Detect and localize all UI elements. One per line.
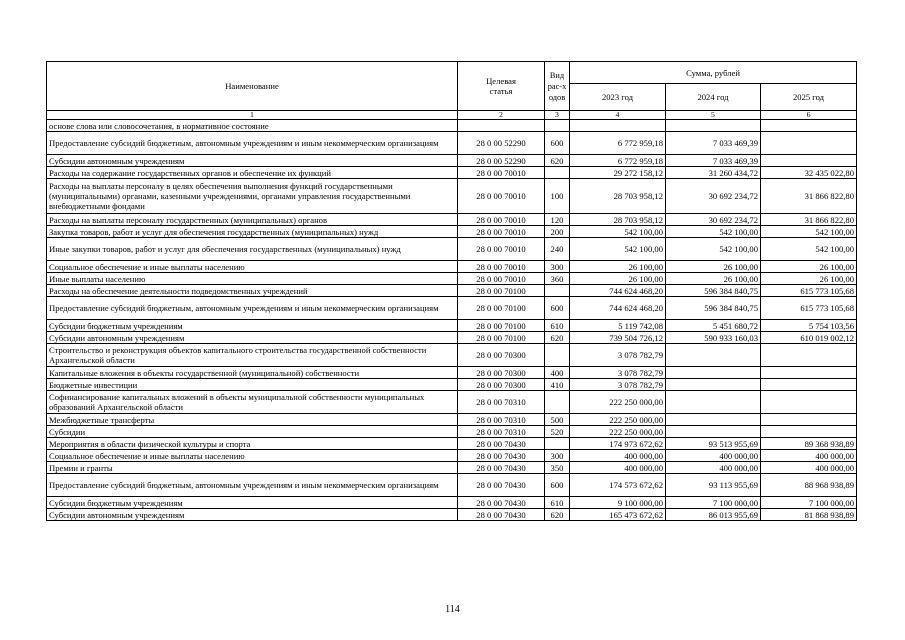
cell-2025: 615 773 105,68	[761, 285, 857, 297]
cell-2025	[761, 367, 857, 379]
cell-2025	[761, 426, 857, 438]
cell-kind: 100	[545, 179, 570, 214]
cell-2024: 400 000,00	[666, 450, 761, 462]
cell-2023: 222 250 000,00	[570, 391, 666, 414]
cell-2023: 3 078 782,79	[570, 367, 666, 379]
table-row	[47, 474, 857, 497]
cell-2025: 400 000,00	[761, 462, 857, 474]
table-row	[47, 214, 857, 226]
cell-2024: 590 933 160,03	[666, 332, 761, 344]
cell-2023: 5 119 742,08	[570, 320, 666, 332]
cell-2023: 542 100,00	[570, 226, 666, 238]
cell-name: Субсидии автономным учреждениям	[47, 509, 458, 521]
cell-name: Социальное обеспечение и иные выплаты населению	[47, 261, 458, 273]
cell-kind: 500	[545, 414, 570, 426]
header-2023: 2023 год	[570, 84, 666, 111]
cell-kind: 120	[545, 214, 570, 226]
cell-target: 28 0 00 70010	[458, 167, 545, 179]
cell-target: 28 0 00 70430	[458, 474, 545, 497]
cell-2025: 81 868 938,89	[761, 509, 857, 521]
cell-2024	[666, 391, 761, 414]
table-row	[47, 426, 857, 438]
cell-2024: 7 033 469,39	[666, 155, 761, 167]
cell-2024	[666, 367, 761, 379]
cell-2024: 93 513 955,69	[666, 438, 761, 450]
table-row	[47, 367, 857, 379]
cell-2025: 88 968 938,89	[761, 474, 857, 497]
cell-2024: 542 100,00	[666, 238, 761, 261]
cell-kind: 350	[545, 462, 570, 474]
cell-2023: 744 624 468,20	[570, 285, 666, 297]
cell-2025	[761, 132, 857, 155]
cell-2023: 29 272 158,12	[570, 167, 666, 179]
cell-2023: 3 078 782,79	[570, 379, 666, 391]
cell-2023: 6 772 959,18	[570, 155, 666, 167]
cell-target: 28 0 00 70430	[458, 438, 545, 450]
cell-kind: 300	[545, 450, 570, 462]
cell-2025: 615 773 105,68	[761, 297, 857, 320]
table-row	[47, 509, 857, 521]
cell-2023: 744 624 468,20	[570, 297, 666, 320]
cell-2024	[666, 426, 761, 438]
cell-2023: 174 573 672,62	[570, 474, 666, 497]
cell-target: 28 0 00 70010	[458, 238, 545, 261]
cell-target: 28 0 00 70310	[458, 391, 545, 414]
cell-kind: 600	[545, 297, 570, 320]
cell-name: Расходы на выплаты персоналу в целях обеспечения выполнения функций государственными (муниципальными) органами, казенными учреждениями, органами управления государственными внебюджетными фондами	[47, 179, 458, 214]
cell-target: 28 0 00 52290	[458, 155, 545, 167]
cell-target: 28 0 00 70430	[458, 509, 545, 521]
cell-kind: 400	[545, 367, 570, 379]
table-row	[47, 167, 857, 179]
header-kind: Вид рас-ходов	[545, 62, 570, 111]
table-row	[47, 438, 857, 450]
cell-name: Предоставление субсидий бюджетным, автономным учреждениям и иным некоммерческим организациям	[47, 297, 458, 320]
cell-kind: 360	[545, 273, 570, 285]
cell-2023: 26 100,00	[570, 273, 666, 285]
table-row	[47, 226, 857, 238]
cell-2023: 222 250 000,00	[570, 414, 666, 426]
cell-2024	[666, 120, 761, 132]
budget-table	[46, 61, 857, 521]
cell-target: 28 0 00 52290	[458, 132, 545, 155]
table-row	[47, 179, 857, 214]
cell-target: 28 0 00 70100	[458, 320, 545, 332]
cell-2024: 5 451 680,72	[666, 320, 761, 332]
cell-target: 28 0 00 70300	[458, 379, 545, 391]
cell-2025: 542 100,00	[761, 238, 857, 261]
cell-2024	[666, 344, 761, 367]
cell-kind	[545, 391, 570, 414]
cell-kind: 610	[545, 497, 570, 509]
cell-name: Мероприятия в области физической культуры и спорта	[47, 438, 458, 450]
cell-target: 28 0 00 70310	[458, 414, 545, 426]
cell-2024: 596 384 840,75	[666, 285, 761, 297]
column-number: 3	[545, 111, 570, 120]
cell-2024: 31 260 434,72	[666, 167, 761, 179]
cell-name: Предоставление субсидий бюджетным, автономным учреждениям и иным некоммерческим организациям	[47, 474, 458, 497]
cell-name: Премии и гранты	[47, 462, 458, 474]
cell-kind: 620	[545, 332, 570, 344]
cell-target: 28 0 00 70100	[458, 297, 545, 320]
cell-2025: 26 100,00	[761, 261, 857, 273]
cell-kind: 200	[545, 226, 570, 238]
cell-2024: 86 013 955,69	[666, 509, 761, 521]
column-number: 4	[570, 111, 666, 120]
cell-name: Субсидии бюджетным учреждениям	[47, 497, 458, 509]
cell-2023: 6 772 959,18	[570, 132, 666, 155]
cell-2023: 28 703 958,12	[570, 214, 666, 226]
cell-2024	[666, 414, 761, 426]
table-row	[47, 450, 857, 462]
cell-kind: 300	[545, 261, 570, 273]
column-number: 1	[47, 111, 458, 120]
cell-2024: 596 384 840,75	[666, 297, 761, 320]
cell-kind: 240	[545, 238, 570, 261]
cell-target: 28 0 00 70300	[458, 367, 545, 379]
cell-target: 28 0 00 70010	[458, 214, 545, 226]
cell-2023: 3 078 782,79	[570, 344, 666, 367]
cell-name: Строительство и реконструкция объектов капитального строительства государственной собственности Архангельской области	[47, 344, 458, 367]
cell-name: Расходы на обеспечение деятельности подведомственных учреждений	[47, 285, 458, 297]
table-row	[47, 320, 857, 332]
header-sum: Сумма, рублей	[570, 62, 857, 84]
cell-2024: 93 113 955,69	[666, 474, 761, 497]
table-row	[47, 261, 857, 273]
cell-target: 28 0 00 70310	[458, 426, 545, 438]
table-row	[47, 120, 857, 132]
cell-name: Закупка товаров, работ и услуг для обеспечения государственных (муниципальных) нужд	[47, 226, 458, 238]
table-row	[47, 332, 857, 344]
cell-name: Субсидии автономным учреждениям	[47, 155, 458, 167]
cell-2023: 9 100 000,00	[570, 497, 666, 509]
cell-target	[458, 120, 545, 132]
cell-2024	[666, 379, 761, 391]
cell-target: 28 0 00 70430	[458, 450, 545, 462]
cell-name: Бюджетные инвестиции	[47, 379, 458, 391]
cell-2023: 400 000,00	[570, 450, 666, 462]
cell-2023: 174 973 672,62	[570, 438, 666, 450]
cell-2024: 400 000,00	[666, 462, 761, 474]
header-target: Целевая статья	[458, 62, 545, 111]
column-number: 6	[761, 111, 857, 120]
cell-2023: 400 000,00	[570, 462, 666, 474]
cell-kind: 620	[545, 155, 570, 167]
cell-name: Субсидии	[47, 426, 458, 438]
cell-2024: 26 100,00	[666, 273, 761, 285]
table-row	[47, 285, 857, 297]
cell-name: Капитальные вложения в объекты государственной (муниципальной) собственности	[47, 367, 458, 379]
cell-2023: 26 100,00	[570, 261, 666, 273]
cell-2024: 7 100 000,00	[666, 497, 761, 509]
cell-name: Иные закупки товаров, работ и услуг для обеспечения государственных (муниципальных) нужд	[47, 238, 458, 261]
cell-target: 28 0 00 70010	[458, 226, 545, 238]
cell-2025: 32 435 022,80	[761, 167, 857, 179]
table-row	[47, 462, 857, 474]
cell-2023: 739 504 726,12	[570, 332, 666, 344]
table-row	[47, 297, 857, 320]
cell-kind: 610	[545, 320, 570, 332]
cell-2025: 400 000,00	[761, 450, 857, 462]
cell-name: Социальное обеспечение и иные выплаты населению	[47, 450, 458, 462]
cell-2025: 26 100,00	[761, 273, 857, 285]
table-row	[47, 344, 857, 367]
budget-table-page	[46, 61, 856, 521]
cell-2023: 28 703 958,12	[570, 179, 666, 214]
cell-kind	[545, 167, 570, 179]
cell-2025: 89 368 938,89	[761, 438, 857, 450]
cell-2025: 31 866 822,80	[761, 214, 857, 226]
column-number: 5	[666, 111, 761, 120]
table-row	[47, 273, 857, 285]
cell-2025	[761, 120, 857, 132]
cell-target: 28 0 00 70100	[458, 285, 545, 297]
cell-2025: 5 754 103,56	[761, 320, 857, 332]
table-row	[47, 132, 857, 155]
header-2024: 2024 год	[666, 84, 761, 111]
cell-2025	[761, 391, 857, 414]
cell-target: 28 0 00 70010	[458, 273, 545, 285]
cell-target: 28 0 00 70430	[458, 462, 545, 474]
cell-2024: 26 100,00	[666, 261, 761, 273]
cell-kind: 600	[545, 474, 570, 497]
cell-target: 28 0 00 70300	[458, 344, 545, 367]
cell-kind: 620	[545, 509, 570, 521]
cell-2024: 542 100,00	[666, 226, 761, 238]
cell-name: Предоставление субсидий бюджетным, автономным учреждениям и иным некоммерческим организациям	[47, 132, 458, 155]
cell-2025: 542 100,00	[761, 226, 857, 238]
cell-2023	[570, 120, 666, 132]
cell-kind	[545, 285, 570, 297]
cell-name: Расходы на выплаты персоналу государственных (муниципальных) органов	[47, 214, 458, 226]
cell-2025	[761, 155, 857, 167]
cell-2025: 7 100 000,00	[761, 497, 857, 509]
cell-name: основе слова или словосочетания, в нормативное состояние	[47, 120, 458, 132]
column-number: 2	[458, 111, 545, 120]
page-number: 114	[445, 604, 460, 615]
table-row	[47, 497, 857, 509]
cell-2025: 610 019 002,12	[761, 332, 857, 344]
cell-kind	[545, 344, 570, 367]
cell-kind: 410	[545, 379, 570, 391]
header-2025: 2025 год	[761, 84, 857, 111]
cell-2023: 542 100,00	[570, 238, 666, 261]
table-row	[47, 414, 857, 426]
cell-name: Субсидии бюджетным учреждениям	[47, 320, 458, 332]
cell-kind	[545, 120, 570, 132]
cell-2025: 31 866 822,80	[761, 179, 857, 214]
cell-name: Межбюджетные трансферты	[47, 414, 458, 426]
cell-name: Софинансирование капитальных вложений в объекты муниципальной собственности муниципальных образований Архангельской области	[47, 391, 458, 414]
table-row	[47, 238, 857, 261]
cell-2024: 7 033 469,39	[666, 132, 761, 155]
cell-2025	[761, 414, 857, 426]
cell-2024: 30 692 234,72	[666, 179, 761, 214]
cell-target: 28 0 00 70010	[458, 179, 545, 214]
table-body	[47, 120, 857, 521]
table-row	[47, 391, 857, 414]
cell-2023: 165 473 672,62	[570, 509, 666, 521]
header-name: Наименование	[47, 62, 458, 111]
cell-name: Иные выплаты населению	[47, 273, 458, 285]
cell-kind	[545, 438, 570, 450]
table-row	[47, 155, 857, 167]
cell-2023: 222 250 000,00	[570, 426, 666, 438]
cell-kind: 600	[545, 132, 570, 155]
cell-kind: 520	[545, 426, 570, 438]
cell-target: 28 0 00 70010	[458, 261, 545, 273]
cell-name: Расходы на содержание государственных органов и обеспечение их функций	[47, 167, 458, 179]
cell-2025	[761, 379, 857, 391]
cell-target: 28 0 00 70430	[458, 497, 545, 509]
cell-2024: 30 692 234,72	[666, 214, 761, 226]
table-row	[47, 379, 857, 391]
cell-target: 28 0 00 70100	[458, 332, 545, 344]
cell-name: Субсидии автономным учреждениям	[47, 332, 458, 344]
cell-2025	[761, 344, 857, 367]
